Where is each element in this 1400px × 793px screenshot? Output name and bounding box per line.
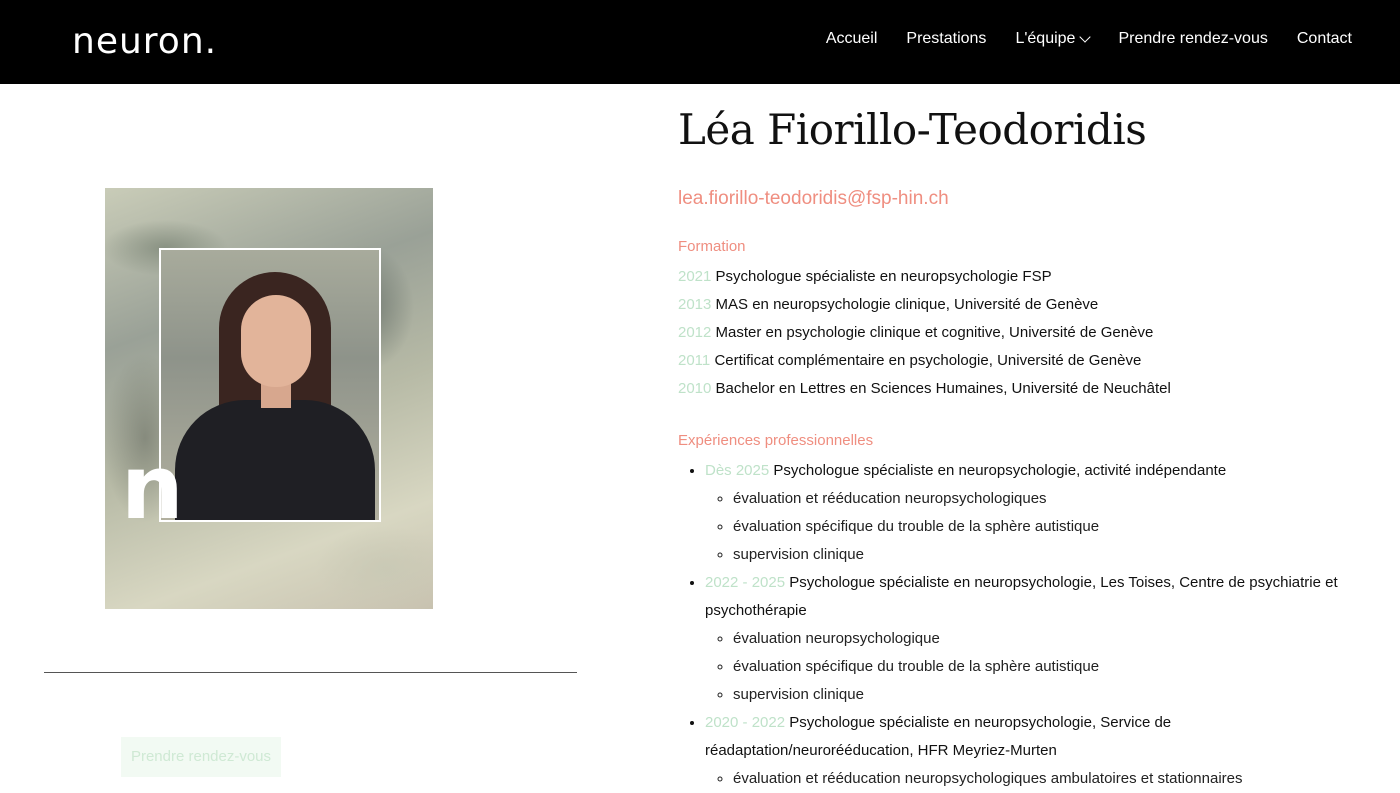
year: 2010 <box>678 380 712 397</box>
period: Dès 2025 <box>705 462 770 479</box>
year: 2012 <box>678 324 712 341</box>
nav-item-equipe[interactable] <box>1015 28 1089 50</box>
site-logo[interactable]: neuron. <box>72 21 218 62</box>
task-item: ◦ supervision clinique <box>733 681 1378 709</box>
year: 2011 <box>678 352 711 369</box>
email-link[interactable]: lea.fiorillo-teodoridis@fsp-hin.ch <box>678 188 949 209</box>
task-list <box>705 625 1378 709</box>
role: Psychologue spécialiste en neuropsychologie, Les Toises, Centre de psychiatrie et psychothérapie <box>705 574 1338 619</box>
degree: Certificat complémentaire en psychologie, Université de Genève <box>714 352 1142 369</box>
main-nav <box>797 28 1352 50</box>
formation-title: Formation <box>678 238 746 255</box>
list-item <box>678 319 1378 347</box>
task-item: ◦ évaluation spécifique du trouble de la sphère autistique <box>733 513 1378 541</box>
task-item: ◦ évaluation neuropsychologique <box>733 625 1378 653</box>
degree: Bachelor en Lettres en Sciences Humaines, Université de Neuchâtel <box>715 380 1171 397</box>
portrait-face <box>241 295 311 387</box>
profile-photo <box>105 188 433 609</box>
nav-item-rendez-vous[interactable] <box>1118 28 1267 50</box>
brand-mark: n <box>121 436 184 539</box>
period: 2022 - 2025 <box>705 574 786 591</box>
role: Psychologue spécialiste en neuropsychologie, Service de réadaptation/neurorééducation, HFR Meyriez-Murten <box>705 714 1172 759</box>
list-item <box>705 709 1378 793</box>
task-item: ◦ évaluation et rééducation neuropsychologiques ambulatoires et stationnaires <box>733 765 1378 793</box>
year: 2021 <box>678 268 712 285</box>
nav-item-contact[interactable] <box>1297 28 1352 50</box>
nav-label: Prestations <box>906 30 987 47</box>
experience-list <box>678 457 1378 793</box>
chevron-down-icon <box>1080 31 1091 42</box>
nav-label: Prendre rendez-vous <box>1118 30 1268 47</box>
task-item: ◦ évaluation et rééducation neuropsychologiques <box>733 485 1378 513</box>
task-list <box>705 765 1378 793</box>
book-appointment-button[interactable]: Prendre rendez-vous <box>121 737 281 777</box>
nav-label: L'équipe <box>1015 30 1076 47</box>
list-item <box>678 375 1378 403</box>
year: 2013 <box>678 296 712 313</box>
formation-list <box>678 263 1378 403</box>
list-item <box>678 347 1378 375</box>
profile-content <box>678 100 1378 793</box>
task-item: ◦ évaluation spécifique du trouble de la sphère autistique <box>733 653 1378 681</box>
list-item <box>705 569 1378 709</box>
role: Psychologue spécialiste en neuropsychologie, activité indépendante <box>773 462 1227 479</box>
task-list <box>705 485 1378 569</box>
list-item <box>678 291 1378 319</box>
list-item <box>705 457 1378 569</box>
degree: MAS en neuropsychologie clinique, Université de Genève <box>715 296 1099 313</box>
divider <box>44 672 577 673</box>
profile-name: Léa Fiorillo-Teodoridis <box>678 105 1147 154</box>
nav-label: Contact <box>1296 30 1352 47</box>
period: 2020 - 2022 <box>705 714 786 731</box>
site-header <box>0 0 1400 84</box>
list-item <box>678 263 1378 291</box>
nav-item-prestations[interactable] <box>906 28 986 50</box>
experience-title: Expériences professionnelles <box>678 432 874 449</box>
nav-item-accueil[interactable] <box>826 28 878 50</box>
degree: Master en psychologie clinique et cognitive, Université de Genève <box>715 324 1154 341</box>
task-item: ◦ supervision clinique <box>733 541 1378 569</box>
portrait-frame <box>159 248 381 522</box>
degree: Psychologue spécialiste en neuropsychologie FSP <box>715 268 1052 285</box>
portrait-body <box>175 400 375 522</box>
nav-label: Accueil <box>825 30 878 47</box>
